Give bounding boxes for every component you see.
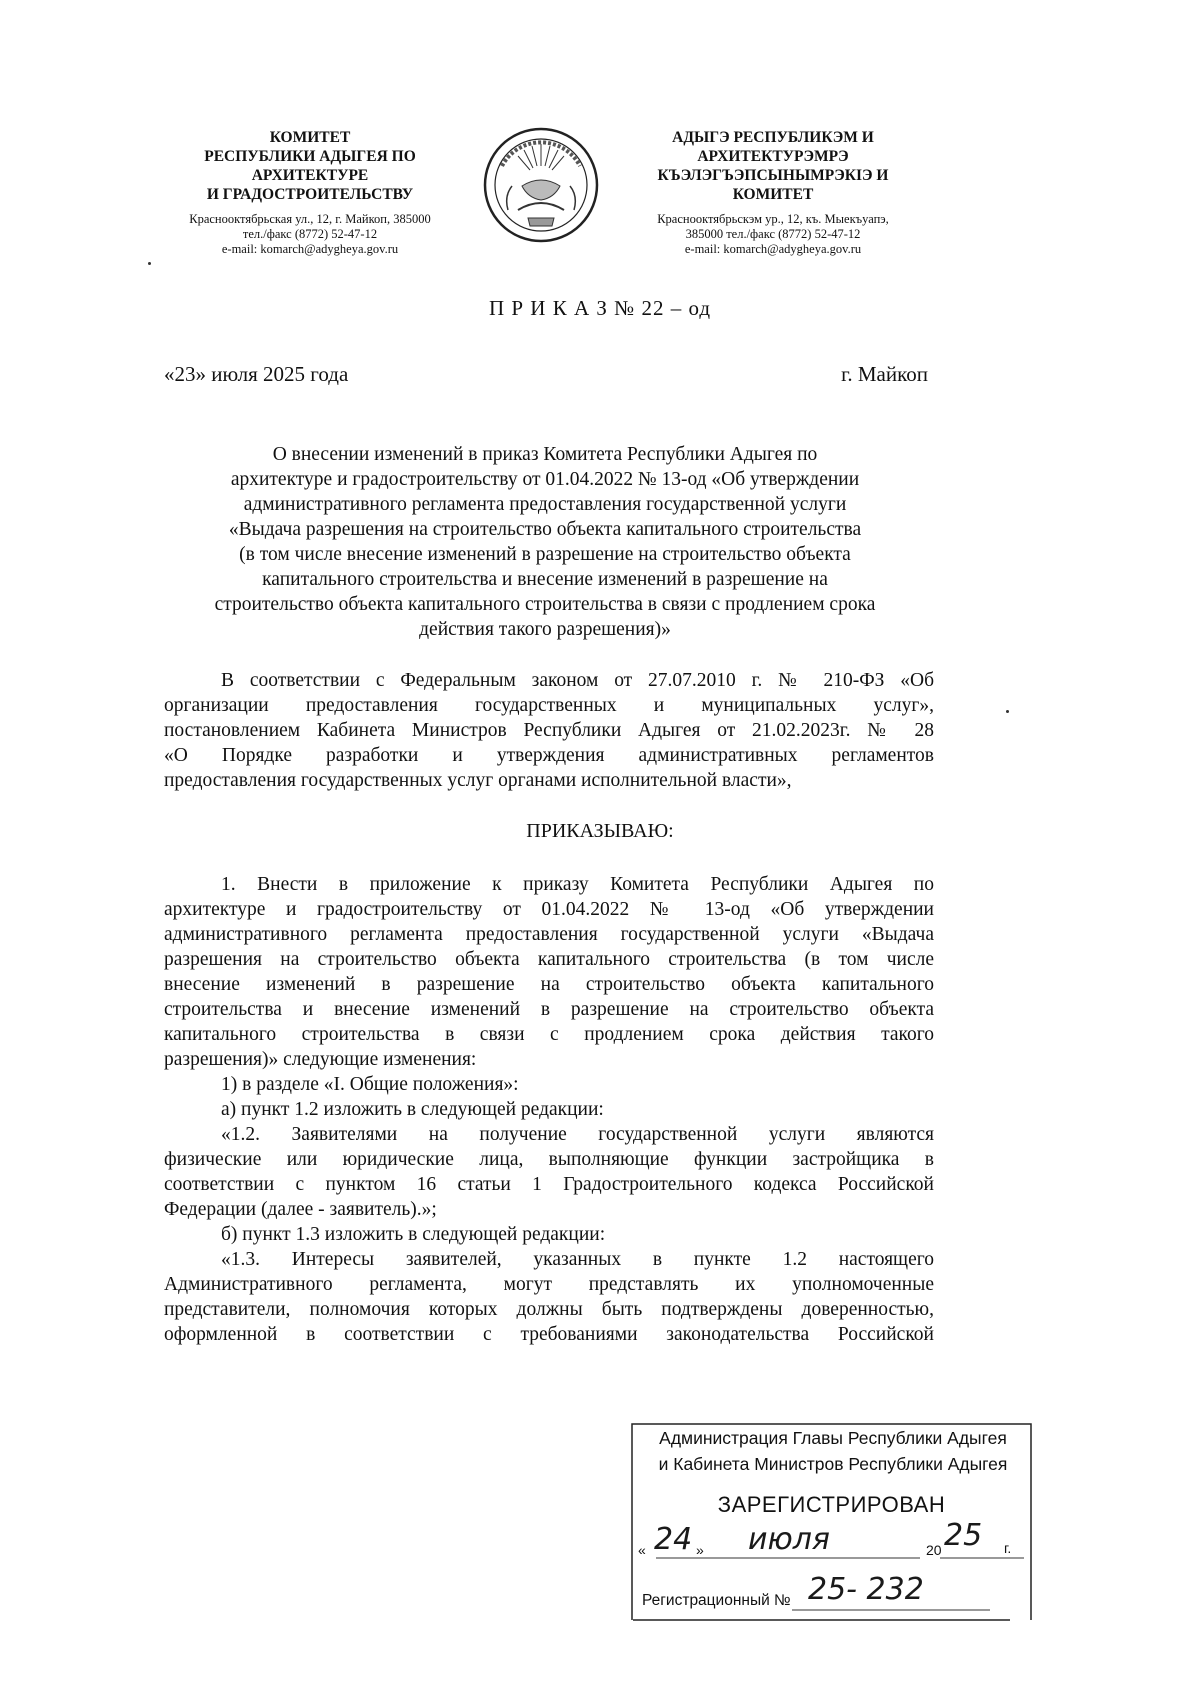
committee-address-ady: Краснооктябрьскэм ур., 12, къ. Мыекъуапэ, 385000 тел./факс (8772) 52-47-12 e-mail: komarch@adygheya.gov.ru bbox=[657, 212, 889, 256]
stamp-year-unit: г. bbox=[1004, 1540, 1012, 1556]
order-subject: О внесении изменений в приказ Комитета Республики Адыгея по архитектуре и градостроительству от 01.04.2022 № 13-од «Об утверждении административного регламента предоставления государственной услуги «Выдача разрешения на строительство объекта капитального строительства (в том числе внесение изменений в разрешение на строительство объекта капитального строительства и внесение изменений в разрешение на строительство объекта капитального строительства в связи с продлением срока действия такого разрешения)» bbox=[214, 444, 876, 640]
stamp-reg-label: Регистрационный № bbox=[642, 1592, 791, 1609]
order-word: ПРИКАЗЫВАЮ: bbox=[526, 820, 674, 842]
legal-basis-paragraph: В соответствии с Федеральным законом от 27.07.2010 г. № 210-ФЗ «Об организации предоставления государственных и муниципальных услуг», постановлением Кабинета Министров Республики Адыгея от 21.02.2023г. № 28 «О Порядке разработки и утверждения административных регламентов предоставления государственных услуг органами исполнительной власти», bbox=[164, 670, 934, 791]
order-title: П Р И К А З № 22 – од bbox=[488, 296, 712, 320]
committee-address-ru: Краснооктябрьская ул., 12, г. Майкоп, 385000 тел./факс (8772) 52-47-12 e-mail: komarch@adygheya.gov.ru bbox=[189, 212, 431, 256]
stamp-year-handwritten: 25 bbox=[944, 1518, 983, 1553]
scan-artifact bbox=[1006, 710, 1009, 713]
committee-name-ady: АДЫГЭ РЕСПУБЛИКЭМ И АРХИТЕКТУРЭМРЭ КЪЭЛЭГЪЭПСЫНЫМРЭКІЭ И КОМИТЕТ bbox=[657, 129, 889, 203]
stamp-quote-open: « bbox=[638, 1542, 646, 1558]
stamp-authority-line-1: Администрация Главы Республики Адыгея bbox=[659, 1428, 1007, 1448]
registration-stamp bbox=[630, 1420, 1033, 1622]
stamp-day-handwritten: 24 bbox=[654, 1522, 693, 1557]
committee-name-ru: КОМИТЕТ РЕСПУБЛИКИ АДЫГЕЯ ПО АРХИТЕКТУРЕ И ГРАДОСТРОИТЕЛЬСТВУ bbox=[204, 129, 416, 203]
stamp-year-prefix: 20 bbox=[926, 1542, 942, 1558]
order-date: «23» июля 2025 года bbox=[164, 362, 349, 386]
stamp-authority-line-2: и Кабинета Министров Республики Адыгея bbox=[658, 1454, 1008, 1474]
stamp-reg-number-handwritten: 25- 232 bbox=[808, 1572, 924, 1607]
letterhead-right bbox=[608, 128, 938, 257]
order-city: г. Майкоп bbox=[841, 362, 928, 386]
order-items: 1. Внести в приложение к приказу Комитета Республики Адыгея по архитектуре и градостроительству от 01.04.2022 № 13-од «Об утверждении административного регламента предоставления государственной услуги «Выдача разрешения на строительство объекта капитального строительства (в том числе внесение изменений в разрешение на строительство объекта капитального строительства и внесение изменений в разрешение на строительство объекта капитального строительства в связи с продлением срока действия такого разрешения)» следующие изменения: 1) в разделе «I. Общие положения»: а) пункт 1.2 изложить в следующей редакции: «1.2. Заявителями на получение государственной услуги являются физические или юридические лица, выполняющие функции застройщика в соответствии с пунктом 16 статьи 1 Градостроительного кодекса Российской Федерации (далее - заявитель).»; б) пункт 1.3 изложить в следующей редакции: «1.3. Интересы заявителей, указанных в пункте 1.2 настоящего Административного регламента, могут представлять их уполномоченные представители, полномочия которых должны быть подтверждены доверенностью, оформленной в соответствии с требованиями законодательства Российской bbox=[164, 874, 934, 1345]
stamp-month-handwritten: июля bbox=[748, 1522, 830, 1557]
stamp-quote-close: » bbox=[696, 1542, 704, 1558]
letterhead-left bbox=[140, 128, 480, 257]
scan-artifact bbox=[148, 262, 151, 265]
stamp-registered-label: ЗАРЕГИСТРИРОВАН bbox=[717, 1492, 946, 1517]
coat-of-arms-icon bbox=[482, 126, 600, 244]
